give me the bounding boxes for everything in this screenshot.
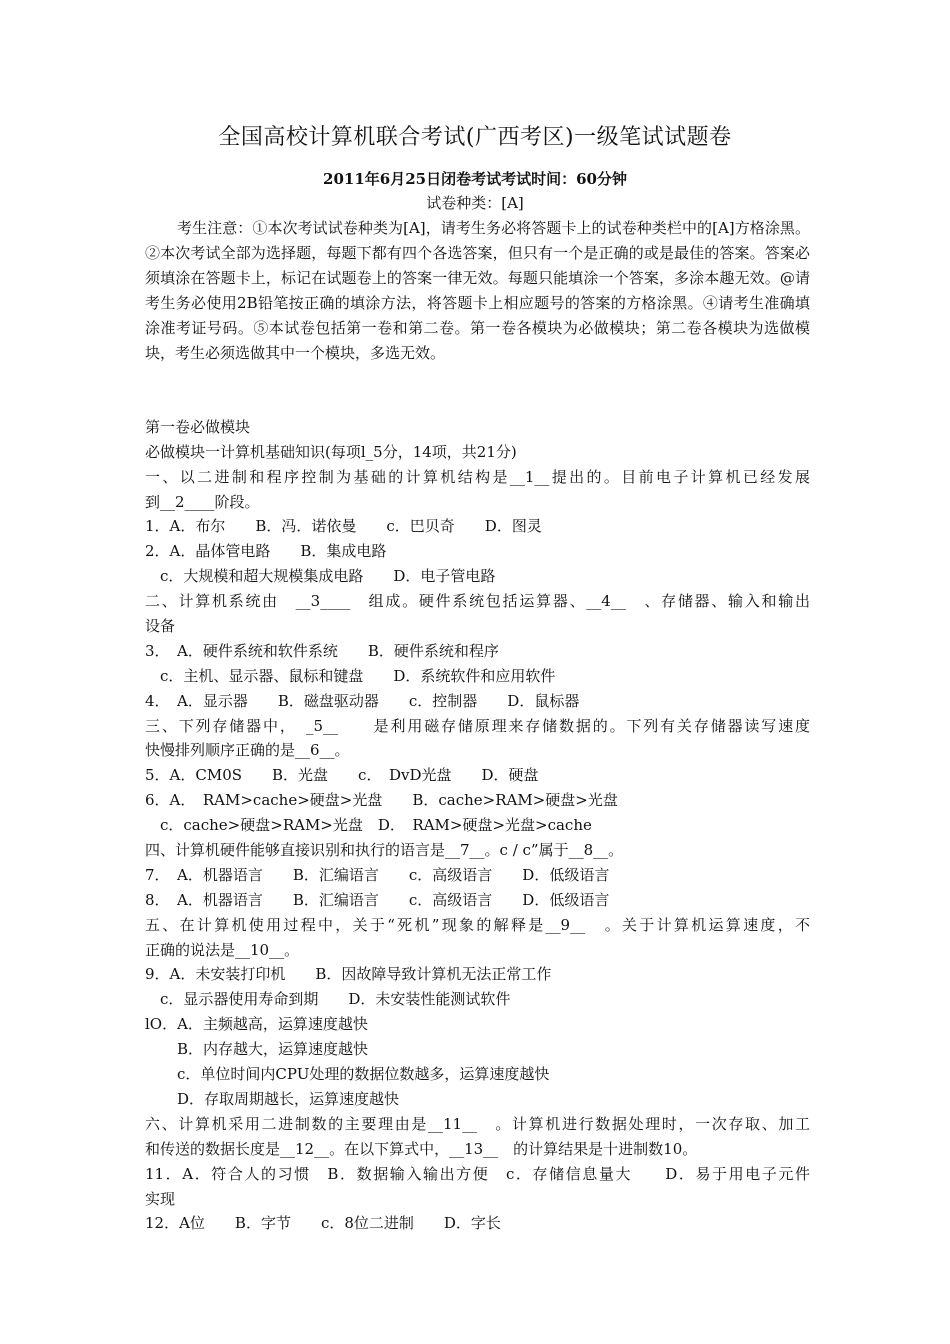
answer-options: 7． A．机器语言 B．汇编语言 c．高级语言 D．低级语言 bbox=[145, 865, 610, 884]
question-text: 二、计算机系统由 __3____ 组成。硬件系统包括运算器、__4__ 、存储器、输入和输出 bbox=[145, 592, 810, 611]
question-text: 三、下列存储器中， _5__ 是利用磁存储原理来存储数据的。下列有关存储器读写速度 bbox=[145, 716, 810, 735]
section-heading: 第一卷必做模块 bbox=[145, 417, 251, 436]
candidate-notice: 考生注意：①本次考试试卷种类为[A]，请考生务必将答题卡上的试卷种类栏中的[A]方格涂黑。②本次考试全部为选择题，每题下都有四个各选答案，但只有一个是正确的或是最佳的答案。答案必须填涂在答题卡上，标记在试题卷上的答案一律无效。每题只能填涂一个答案，多涂本趣无效。@请考生务必使用2B铅笔按正确的填涂方法，将答题卡上相应题号的答案的方格涂黑。④请考生准确填涂准考证号码。⑤本试卷包括第一卷和第二卷。第一卷各模块为必做模块；第二卷各模块为选做模块，考生必须选做其中一个模块，多选无效。 bbox=[145, 219, 810, 362]
answer-options: c．cache>硬盘>RAM>光盘 D． RAM>硬盘>光盘>cache bbox=[160, 816, 592, 835]
question-text: 六、计算机采用二进制数的主要理由是__11__ 。计算机进行数据处理时，一次存取、加工 bbox=[145, 1114, 810, 1133]
answer-options: c．大规模和超大规模集成电路 D．电子管电路 bbox=[160, 567, 496, 586]
answer-options: B．内存越大，运算速度越快 bbox=[177, 1040, 369, 1059]
answer-options: 4． A．显示器 B．磁盘驱动器 c．控制器 D．鼠标器 bbox=[145, 691, 580, 710]
answer-options: 实现 bbox=[145, 1189, 176, 1208]
answer-options: 2．A．晶体管电路 B．集成电路 bbox=[145, 542, 387, 561]
answer-options: 11．A．符合人的习惯 B．数据输入输出方便 c．存储信息量大 D．易于用电子元件 bbox=[145, 1164, 810, 1183]
answer-options: 9．A．未安装打印机 B．因故障导致计算机无法正常工作 bbox=[145, 965, 552, 984]
question-text: 四、计算机硬件能够直接识别和执行的语言是__7__。c / c”属于__8__。 bbox=[145, 841, 624, 860]
question-text: 设备 bbox=[145, 617, 176, 636]
answer-options: 12．A位 B．字节 c．8位二进制 D．字长 bbox=[145, 1214, 501, 1233]
module-heading: 必做模块一计算机基础知识(每项l_5分，14项，共21分) bbox=[145, 442, 517, 461]
answer-options: 1．A．布尔 B．冯．诺依曼 c．巴贝奇 D．图灵 bbox=[145, 517, 542, 536]
question-text: 和传送的数据长度是__12__。在以下算式中，__13__ 的计算结果是十进制数10。 bbox=[145, 1139, 698, 1158]
exam-body bbox=[145, 390, 810, 1236]
paper-type: 试卷种类：[A] bbox=[426, 194, 524, 212]
answer-options: 3． A．硬件系统和软件系统 B．硬件系统和程序 bbox=[145, 641, 499, 660]
answer-options: c．主机、显示器、鼠标和键盘 D．系统软件和应用软件 bbox=[160, 666, 556, 685]
answer-options: 8． A．机器语言 B．汇编语言 c．高级语言 D．低级语言 bbox=[145, 890, 610, 909]
answer-options: lO．A．主频越高，运算速度越快 bbox=[145, 1015, 368, 1034]
answer-options: c．单位时间内CPU处理的数据位数越多，运算速度越快 bbox=[177, 1065, 550, 1084]
answer-options: 5．A．CM0S B．光盘 c． DvD光盘 D．硬盘 bbox=[145, 766, 539, 785]
question-text: 五、在计算机使用过程中，关于“死机”现象的解释是__9__ 。关于计算机运算速度，不 bbox=[145, 915, 810, 934]
question-text: 到__2____阶段。 bbox=[145, 492, 260, 511]
question-text: 快慢排列顺序正确的是__6__。 bbox=[145, 741, 350, 760]
answer-options: c．显示器使用寿命到期 D．未安装性能测试软件 bbox=[160, 990, 511, 1009]
answer-options: D．存取周期越长，运算速度越快 bbox=[177, 1089, 400, 1108]
answer-options: 6．A． RAM>cache>硬盘>光盘 B．cache>RAM>硬盘>光盘 bbox=[145, 791, 618, 810]
question-text: 正确的说法是__10__。 bbox=[145, 940, 300, 959]
blank-line bbox=[145, 390, 810, 415]
exam-date-time: 2011年6月25日闭卷考试考试时间：60分钟 bbox=[323, 170, 627, 188]
exam-title: 全国高校计算机联合考试(广西考区)一级笔试试题卷 bbox=[218, 125, 732, 150]
question-text: 一、以二进制和程序控制为基础的计算机结构是__1__提出的。目前电子计算机已经发展 bbox=[145, 467, 810, 486]
